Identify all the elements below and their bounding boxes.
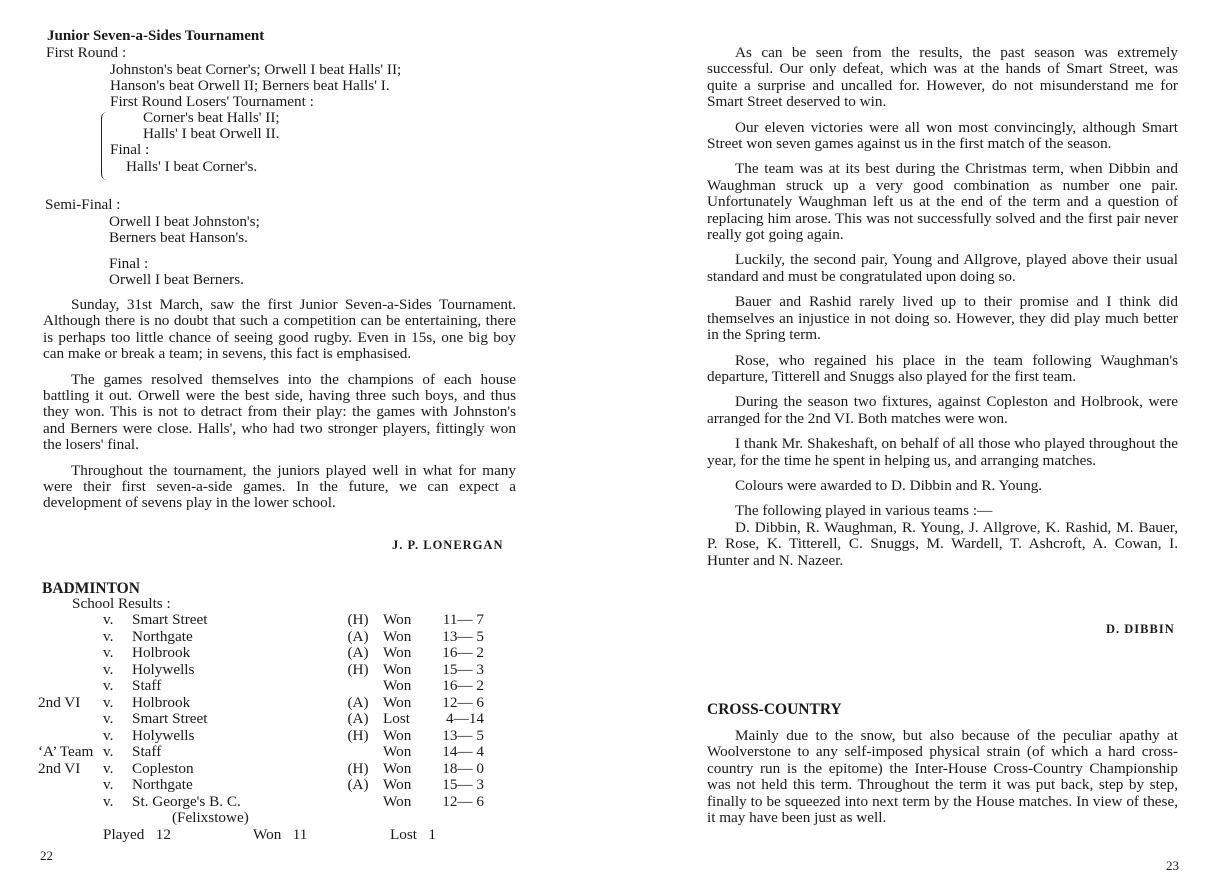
opponent-cell: Smart Street [132,611,208,628]
versus-cell: v. [103,660,114,678]
venue-cell: (A) [347,693,369,711]
score-cell: 16— 2 [442,644,484,661]
versus-cell: v. [103,776,114,793]
venue-cell: (A) [347,644,369,661]
table-row [0,678,520,695]
versus-cell: v. [103,710,114,727]
versus-cell: v. [103,627,114,645]
venue-cell: (H) [347,611,369,628]
paragraph: As can be seen from the results, the past season was extremely successful. Our only defeat, which was at the hands of Smart Street, was quite a surprise and uncalled for. However, do not misunderstand me for Smart Street deserved to win. [707,44,1178,111]
losers-final-result: Halls' I beat Corner's. [126,158,258,175]
score-cell: 15— 3 [442,660,484,678]
opponent-cell: Holbrook [132,693,191,711]
team-cell: 2nd VI [38,693,81,711]
summary-lost: Lost 1 [390,826,436,843]
result-cell: Won [383,726,412,744]
final-result: Orwell I beat Berners. [109,271,244,288]
result-cell: Won [383,660,412,678]
venue-cell: (A) [347,627,369,645]
school-results-label: School Results : [72,595,171,612]
opponent-cell: Holbrook [132,644,191,661]
losers-label: First Round Losers' Tournament : [110,93,314,110]
cross-country-report [707,728,1178,826]
first-round-label: First Round : [46,44,127,61]
versus-cell: v. [103,693,114,711]
result-cell: Won [383,677,412,694]
score-cell: 4—14 [446,710,484,727]
semi-final-label: Semi-Final : [45,196,121,213]
players-list: D. Dibbin, R. Waughman, R. Young, J. Allgrove, K. Rashid, M. Bauer, P. Rose, K. Titterell, C. Snuggs, M. Wardell, T. Ashcroft, A. Cowan, I. Hunter and N. Nazeer. [707,518,1178,569]
table-row [0,794,520,811]
badminton-signature: D. DIBBIN [1106,622,1175,636]
paragraph: Rose, who regained his place in the team following Waughman's departure, Titterell and Snuggs also played for the first team. [707,351,1178,385]
losers-final-label: Final : [110,141,150,158]
versus-cell: v. [103,726,114,744]
result-cell: Won [383,792,412,810]
score-cell: 16— 2 [442,677,484,694]
result-cell: Won [383,776,412,793]
semi-final-line: Orwell I beat Johnston's; [109,213,260,230]
table-row [0,777,520,794]
sevens-report [43,297,516,512]
result-cell: Won [383,743,412,760]
paragraph: The team was at its best during the Christmas term, when Dibbin and Waughman struck up a very good combination as number one pair. Unfortunately Waughman left us at the end of the term and a question of replacing him arose. This was not successfully solved and the first pair never really got going again. [707,160,1178,244]
team-cell: 2nd VI [38,759,81,777]
summary-played: Played 12 [103,826,171,843]
opponent-cell: St. George's B. C. [132,792,241,810]
opponent-cell: Copleston [132,759,194,777]
versus-cell: v. [103,611,114,628]
opponent-cell: Northgate [132,627,193,645]
sevens-title: Junior Seven-a-Sides Tournament [47,28,265,44]
badminton-report [707,45,1178,569]
table-row [0,612,520,629]
versus-cell: v. [103,759,114,777]
score-cell: 15— 3 [442,776,484,793]
sevens-signature: J. P. LONERGAN [392,538,504,552]
result-cell: Won [383,627,412,645]
table-row [0,629,520,646]
losers-bracket [101,112,108,180]
versus-cell: v. [103,743,114,760]
result-cell: Won [383,759,412,777]
team-cell: ‘A’ Team [38,743,94,760]
versus-cell: v. [103,792,114,810]
paragraph: Throughout the tournament, the juniors played well in what for many were their first seven-a-side games. In the future, we can expect a development of sevens play in the lower school. [43,461,516,512]
table-row [0,711,520,728]
right-page [615,0,1230,881]
table-row [0,728,520,745]
score-cell: 12— 6 [442,792,484,810]
score-cell: 13— 5 [442,726,484,744]
opponent-cell: Northgate [132,776,193,793]
page-number: 23 [1166,858,1179,873]
venue-cell: (A) [347,710,369,727]
table-row [0,695,520,712]
paragraph: Luckily, the second pair, Young and Allgrove, played above their usual standard and must be congratulated upon doing so. [707,251,1178,285]
table-row [0,744,520,761]
result-cell: Won [383,611,412,628]
paragraph: Bauer and Rashid rarely lived up to their promise and I think did themselves an injustice in not doing so. However, they did play much better in the Spring term. [707,293,1178,344]
result-cell: Lost [383,710,411,727]
page-number: 22 [40,848,53,863]
paragraph: The games resolved themselves into the champions of each house battling it out. Orwell were the best side, having three such boys, and thus they won. This is not to detract from their play: the games with Johnston's and Berners were close. Halls', who had two stronger players, fittingly won the losers' final. [43,370,516,454]
venue-cell: (H) [347,759,369,777]
versus-cell: v. [103,677,114,694]
paragraph: I thank Mr. Shakeshaft, on behalf of all those who played throughout the year, for the time he spent in helping us, and arranging matches. [707,435,1178,469]
venue-cell: (H) [347,726,369,744]
losers-line: Halls' I beat Orwell II. [143,125,280,142]
summary-won: Won 11 [253,826,308,843]
opponent-cell: Staff [132,743,162,760]
opponent-cell: Holywells [132,660,195,678]
table-row [0,761,520,778]
paragraph: During the season two fixtures, against Copleston and Holbrook, were arranged for the 2nd VI. Both matches were won. [707,393,1178,427]
table-row [0,645,520,662]
cross-country-title: CROSS-COUNTRY [707,701,842,718]
paragraph: Colours were awarded to D. Dibbin and R. Young. [735,476,1043,494]
score-cell: 11— 7 [442,611,484,628]
venue-cell: (H) [347,660,369,678]
score-cell: 18— 0 [442,759,484,777]
venue-cell: (A) [347,776,369,793]
result-cell: Won [383,644,412,661]
semi-final-line: Berners beat Hanson's. [109,229,248,246]
opponent-cell: Holywells [132,726,195,744]
losers-line: Corner's beat Halls' II; [143,109,280,126]
paragraph: Mainly due to the snow, but also because of the peculiar apathy at Woolverstone to any self-imposed physical strain (of which a hard cross-country run is the epitome) the Inter-House Cross-Country Championship was not held this term. Throughout the term it was put back, step by step, finally to be squeezed into next term by the House matches. In view of these, it may have been just as well. [707,727,1178,827]
table-row [0,662,520,679]
paragraph: Sunday, 31st March, saw the first Junior Seven-a-Sides Tournament. Although there is no doubt that such a competition can be entertaining, there is perhaps too little chance of seeing good rugby. Even in 15s, one big boy can make or break a team; in sevens, this fact is emphasised. [43,296,516,363]
opponent-cell: Smart Street [132,710,208,727]
final-label: Final : [109,255,149,272]
results-table [0,612,520,822]
score-cell: 12— 6 [442,693,484,711]
opponent-cell: Staff [132,677,162,694]
players-intro: The following played in various teams :— [735,502,993,520]
paragraph: Our eleven victories were all won most convincingly, although Smart Street won seven games against us in the first match of the season. [707,118,1178,153]
first-round-line: Johnston's beat Corner's; Orwell I beat Halls' II; [110,61,402,78]
score-cell: 13— 5 [442,627,484,645]
result-cell: Won [383,693,412,711]
score-cell: 14— 4 [442,743,484,760]
felixstowe-note: (Felixstowe) [172,809,249,826]
first-round-line: Hanson's beat Orwell II; Berners beat Halls' I. [110,77,390,94]
versus-cell: v. [103,644,114,661]
badminton-title: BADMINTON [42,580,140,597]
